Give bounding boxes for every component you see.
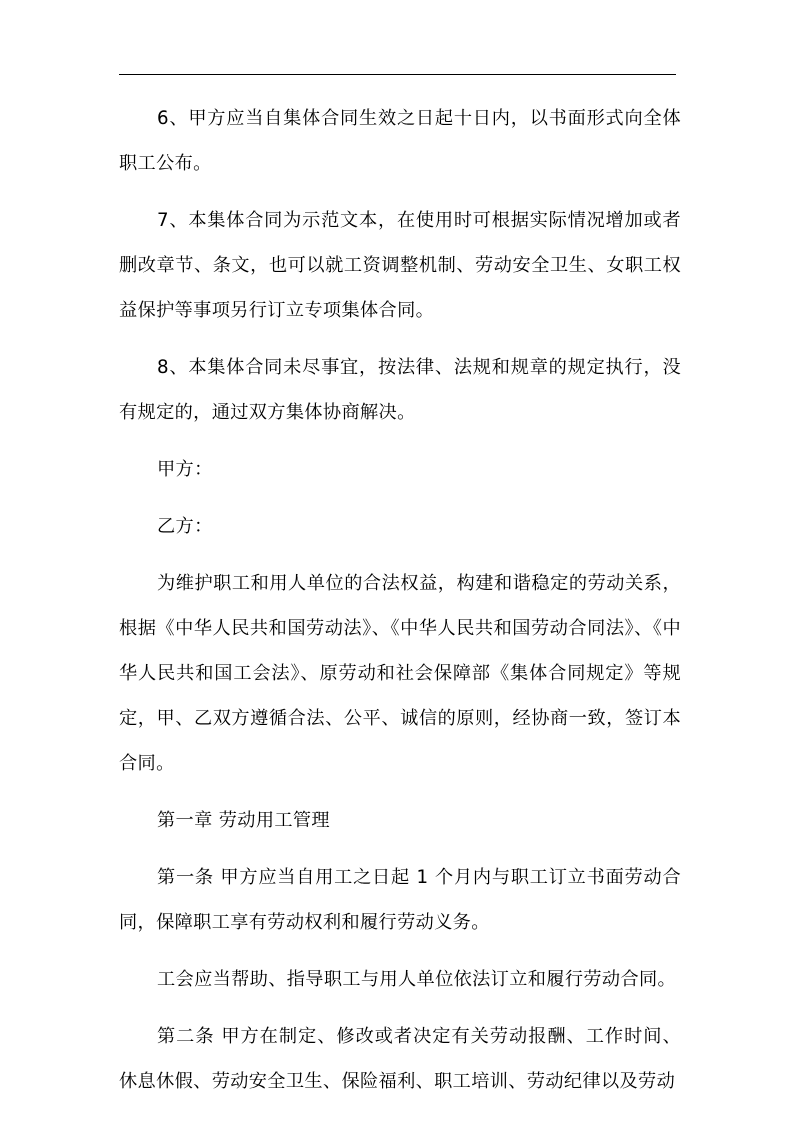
party-a-label: 甲方： (157, 459, 213, 480)
header-rule (119, 74, 676, 75)
paragraph-item-7: 7、本集体合同为示范文本，在使用时可根据实际情况增加或者删改章节、条文，也可以就工资调整机制、劳动安全卫生、女职工权益保护等事项另行订立专项集体合同。 (119, 210, 681, 321)
paragraph-item-8: 8、本集体合同未尽事宜，按法律、法规和规章的规定执行，没有规定的，通过双方集体协商解决。 (119, 357, 681, 423)
article-1: 第一条 甲方应当自用工之日起 1 个月内与职工订立书面劳动合同，保障职工享有劳动权利和履行劳动义务。 (119, 867, 681, 933)
document-body (119, 96, 681, 1116)
paragraph-item-6: 6、甲方应当自集体合同生效之日起十日内，以书面形式向全体职工公布。 (119, 108, 681, 174)
preamble-paragraph: 为维护职工和用人单位的合法权益，构建和谐稳定的劳动关系，根据《中华人民共和国劳动法》、《中华人民共和国劳动合同法》、《中华人民共和国工会法》、原劳动和社会保障部《集体合同规定》等规定，甲、乙双方遵循合法、公平、诚信的原则，经协商一致，签订本合同。 (119, 573, 681, 774)
article-2: 第二条 甲方在制定、修改或者决定有关劳动报酬、工作时间、休息休假、劳动安全卫生、保险福利、职工培训、劳动纪律以及劳动 (119, 1026, 681, 1092)
chapter-heading: 第一章 劳动用工管理 (157, 810, 330, 831)
union-guidance-paragraph: 工会应当帮助、指导职工与用人单位依法订立和履行劳动合同。 (157, 969, 677, 990)
party-b-label: 乙方： (157, 516, 213, 537)
